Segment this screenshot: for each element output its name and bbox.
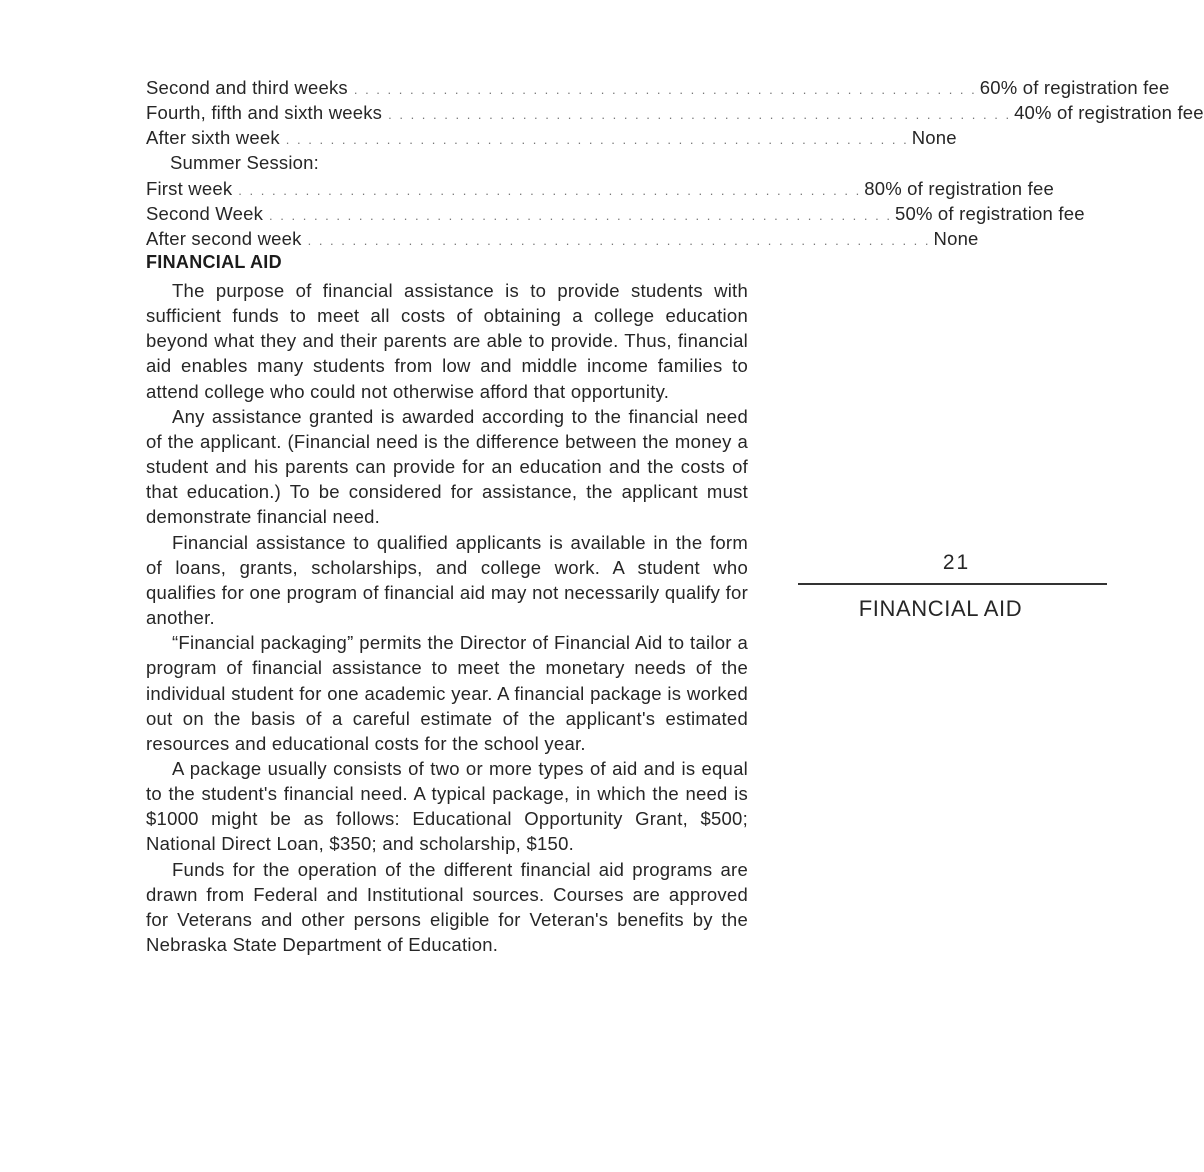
schedule-row-value: 40% of registration fee xyxy=(1014,102,1204,123)
schedule-row xyxy=(146,176,1054,201)
schedule-row xyxy=(146,226,979,251)
schedule-row-value: 80% of registration fee xyxy=(864,178,1054,199)
dot-leader: . . . . . . . . . . . . . . . . . . . . . . . . . . . . . . . . . . . . . . . . . . . . . . . . . . . . . . . . xyxy=(238,183,862,198)
schedule-row-label: Second Week xyxy=(146,203,264,224)
schedule-row-label: Second and third weeks xyxy=(146,77,348,98)
paragraph: Any assistance granted is awarded according to the financial need of the applicant. (Financial need is the difference between the money a student and his parents can provide for an education and the costs of that education.) To be considered for assistance, the applicant must demonstrate financial need. xyxy=(146,405,748,528)
schedule-row xyxy=(146,75,1170,100)
paragraph: Financial assistance to qualified applicants is available in the form of loans, grants, scholarships, and college work. A student who qualifies for one program of financial aid may not necessarily qualify for another. xyxy=(146,531,748,629)
schedule-row-label: Fourth, fifth and sixth weeks xyxy=(146,102,383,123)
dot-leader: . . . . . . . . . . . . . . . . . . . . . . . . . . . . . . . . . . . . . . . . . . . . . . . . . . . . . . . . xyxy=(269,208,892,223)
section-heading: FINANCIAL AID xyxy=(146,252,282,272)
schedule-row-label: First week xyxy=(146,178,233,199)
schedule-row xyxy=(146,100,1204,125)
divider xyxy=(798,583,1107,585)
schedule-row-value: 50% of registration fee xyxy=(894,203,1085,224)
sidebar xyxy=(798,548,1107,622)
dot-leader: . . . . . . . . . . . . . . . . . . . . . . . . . . . . . . . . . . . . . . . . . . . . . . . . . . . . . . . . xyxy=(285,132,909,147)
paragraph: Funds for the operation of the different financial aid programs are drawn from Federal and Institutional sources. Courses are approved for Veterans and other persons eligible for Veteran's benefits by the Nebraska State Department of Education. xyxy=(146,858,748,956)
schedule-row-label: After second week xyxy=(146,228,302,249)
paragraph: “Financial packaging” permits the Director of Financial Aid to tailor a program of financial assistance to meet the monetary needs of the individual student for one academic year. A financial package is worked out on the basis of a careful estimate of the applicant's estimated resources and educational costs for the school year. xyxy=(146,632,748,754)
dot-leader: . . . . . . . . . . . . . . . . . . . . . . . . . . . . . . . . . . . . . . . . . . . . . . . . . . . . . . . . xyxy=(388,107,1012,122)
dot-leader: . . . . . . . . . . . . . . . . . . . . . . . . . . . . . . . . . . . . . . . . . . . . . . . . . . . . . . . . xyxy=(307,233,931,248)
schedule-row-value: None xyxy=(911,127,957,148)
schedule-row-value: None xyxy=(933,228,979,249)
body-text xyxy=(146,278,748,957)
paragraph: The purpose of financial assistance is to provide students with sufficient funds to meet all costs of obtaining a college education beyond what they and their parents are able to provide. Thus, financial aid enables many students from low and middle income families to attend college who could not otherwise afford that opportunity. xyxy=(146,280,748,402)
sidebar-title: FINANCIAL AID xyxy=(858,596,1023,621)
refund-schedule xyxy=(146,75,1204,251)
schedule-row-value: 60% of registration fee xyxy=(979,77,1170,98)
summer-session-heading: Summer Session: xyxy=(170,152,319,173)
schedule-row-label: After sixth week xyxy=(146,127,280,148)
page-number: 21 xyxy=(942,551,971,574)
paragraph: A package usually consists of two or more types of aid and is equal to the student's financial need. A typical package, in which the need is $1000 might be as follows: Educational Opportunity Grant, $500; National Direct Loan, $350; and scholarship, $150. xyxy=(146,757,748,855)
schedule-row xyxy=(146,201,1085,226)
schedule-row xyxy=(146,125,957,150)
dot-leader: . . . . . . . . . . . . . . . . . . . . . . . . . . . . . . . . . . . . . . . . . . . . . . . . . . . . . . . . xyxy=(353,82,977,97)
